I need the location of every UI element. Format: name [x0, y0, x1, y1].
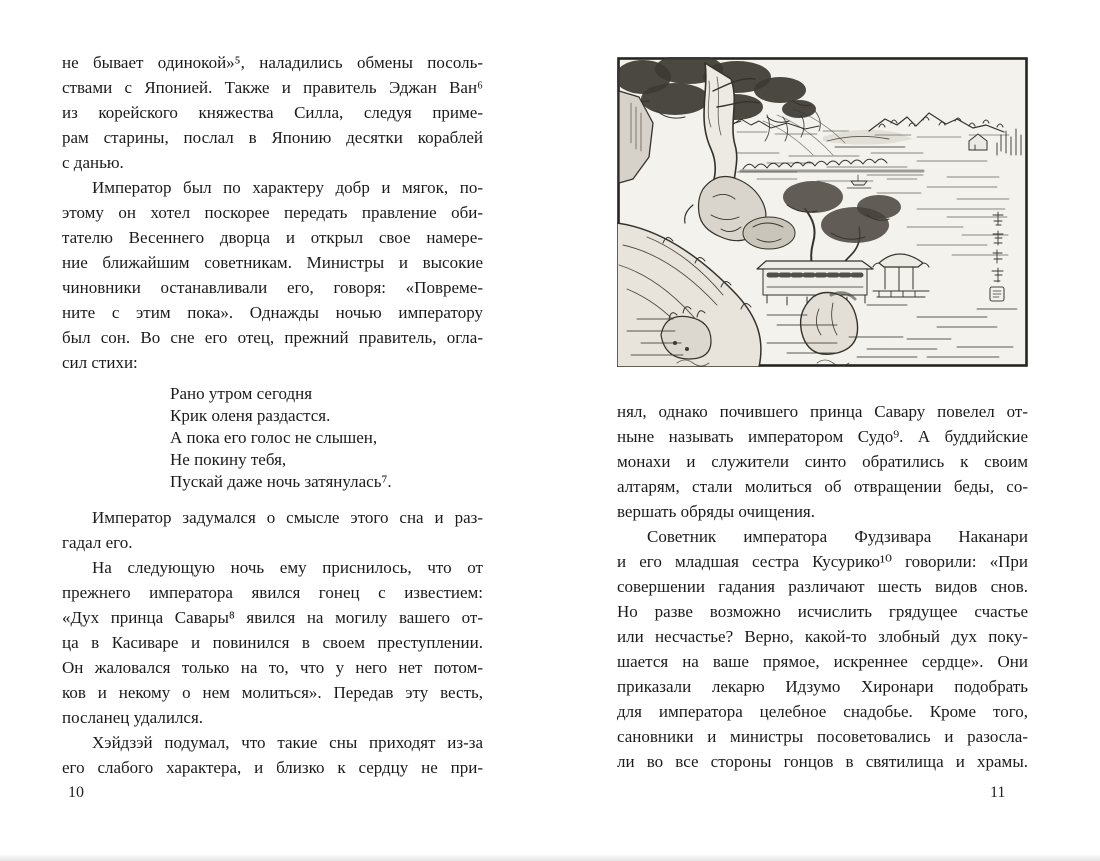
- text-line: А пока его голос не слышен,: [170, 428, 378, 447]
- text-line: совершении гадания различают шесть видов снов.: [617, 577, 1028, 596]
- text-line: сановники и министры посоветовались и разосла-: [617, 727, 1028, 746]
- text-line: нял, однако почившего принца Савару повелел от-: [617, 402, 1028, 421]
- text-line: Он жаловался только на то, что у него нет потом-: [62, 658, 483, 677]
- text-line: или несчастье? Верно, какой-то злобный дух поку-: [617, 627, 1028, 646]
- landscape-illustration: [617, 57, 1028, 367]
- text-line: этому он хотел поскорее передать правление оби-: [62, 203, 483, 222]
- page-number-left: 10: [68, 784, 84, 801]
- text-line: ствами с Японией. Также и правитель Эджан Ван⁶: [62, 78, 483, 97]
- text-line: «Дух принца Савары⁸ явился на могилу вашего от-: [62, 608, 483, 627]
- text-line: чиновники останавливали его, говоря: «Повреме-: [62, 278, 483, 297]
- text-line: ли во все стороны гонцов в святилища и храмы.: [617, 752, 1028, 771]
- text-line: прежнего императора явился гонец с известием:: [62, 583, 483, 602]
- paragraph: [62, 555, 483, 730]
- paragraph: [62, 730, 483, 780]
- text-line: из корейского княжества Силла, следуя приме-: [62, 103, 483, 122]
- text-line: Не покину тебя,: [170, 450, 287, 469]
- text-line: Крик оленя раздастся.: [170, 406, 331, 425]
- text-line: Рано утром сегодня: [170, 384, 313, 403]
- text-line: ков и некому о нем молиться». Передав эту весть,: [62, 683, 483, 702]
- text-line: ние ближайшим советникам. Министры и высокие: [62, 253, 483, 272]
- text-line: сил стихи:: [62, 353, 138, 372]
- text-line: ните с этим пока». Однажды ночью императору: [62, 303, 483, 322]
- text-line: посланец удалился.: [62, 708, 204, 727]
- text-line: тателю Весеннего дворца и открыл свое намере-: [62, 228, 483, 247]
- right-page-text-column: [617, 399, 1028, 774]
- text-line: шается на ваше прямое, искреннее сердце». Они: [617, 652, 1028, 671]
- text-line: На следующую ночь ему приснилось, что от: [92, 558, 483, 577]
- text-line: алтарям, стали молиться об отвращении беды, со-: [617, 477, 1028, 496]
- page-number-right: 11: [990, 784, 1006, 801]
- text-line: приказали лекарю Идзумо Хиронари подобрать: [617, 677, 1028, 696]
- text-line: Но разве возможно исчислить грядущее счастье: [617, 602, 1028, 621]
- text-line: Советник императора Фудзивара Наканари: [647, 527, 1028, 546]
- center-boulder: [801, 293, 858, 355]
- text-line: Император задумался о смысле этого сна и раз-: [92, 508, 483, 527]
- left-page-text-column: [62, 50, 483, 780]
- paragraph: [617, 524, 1028, 774]
- text-line: и его младшая сестра Кусурико¹⁰ говорили: «При: [617, 552, 1028, 571]
- text-line: ныне называть императором Судо⁹. А буддийские: [617, 427, 1028, 446]
- paragraph: [62, 175, 483, 375]
- paragraph: [62, 50, 483, 175]
- text-line: был сон. Во сне его отец, прежний правитель, огла-: [62, 328, 483, 347]
- text-line: рам старины, послал в Японию десятки кораблей: [62, 128, 483, 147]
- text-line: его слабого характера, и близко к сердцу не при-: [62, 758, 483, 777]
- paragraph: [617, 399, 1028, 524]
- text-line: гадал его.: [62, 533, 133, 552]
- text-line: монахи и служители синто обратились к своим: [617, 452, 1028, 471]
- page-bottom-shadow: [0, 854, 1100, 861]
- text-line: Император был по характеру добр и мягок, по-: [92, 178, 483, 197]
- paragraph: [62, 505, 483, 555]
- poem-block: [170, 383, 483, 493]
- text-line: с данью.: [62, 153, 124, 172]
- text-line: вершать обряды очищения.: [617, 502, 815, 521]
- text-line: не бывает одинокой»⁵, наладились обмены посоль-: [62, 53, 483, 72]
- text-line: Пускай даже ночь затянулась⁷.: [170, 472, 392, 491]
- text-line: Хэйдзэй подумал, что такие сны приходят из-за: [92, 733, 483, 752]
- text-line: для императора целебное снадобье. Кроме того,: [617, 702, 1028, 721]
- text-line: ца в Касиваре и повинился в своем преступлении.: [62, 633, 483, 652]
